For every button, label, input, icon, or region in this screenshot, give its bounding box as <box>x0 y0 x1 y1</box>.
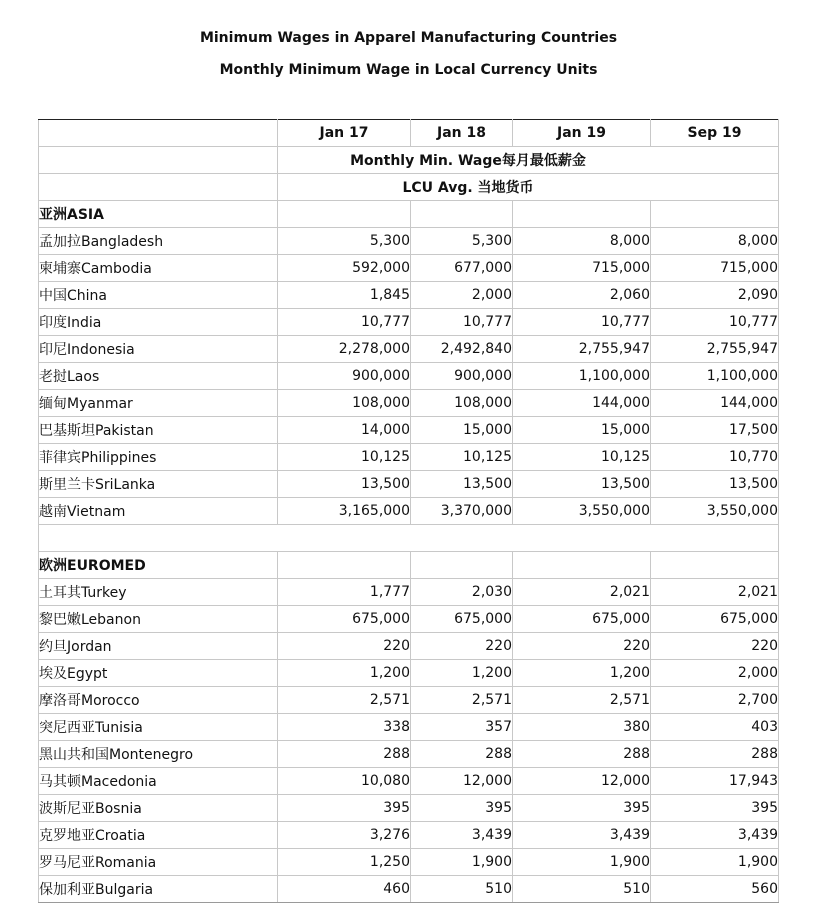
region-row <box>39 201 779 228</box>
wage-value-cell: 10,777 <box>278 309 411 336</box>
wage-value-cell: 8,000 <box>651 228 779 255</box>
table-row <box>39 255 779 282</box>
wage-value-cell: 2,030 <box>411 579 513 606</box>
wage-value-cell: 395 <box>278 795 411 822</box>
country-name: 保加利亚Bulgaria <box>39 876 278 903</box>
wage-value-cell: 1,900 <box>513 849 651 876</box>
spacer-cell <box>39 525 779 552</box>
wage-value-cell: 17,943 <box>651 768 779 795</box>
table-row <box>39 876 779 903</box>
country-name: 约旦Jordan <box>39 633 278 660</box>
wage-value-cell: 677,000 <box>411 255 513 282</box>
column-header-jan19: Jan 19 <box>513 120 651 147</box>
country-name: 波斯尼亚Bosnia <box>39 795 278 822</box>
wage-value-cell: 395 <box>651 795 779 822</box>
country-name: 埃及Egypt <box>39 660 278 687</box>
wage-value-cell: 5,300 <box>278 228 411 255</box>
wage-value-cell: 14,000 <box>278 417 411 444</box>
country-name: 黑山共和国Montenegro <box>39 741 278 768</box>
wage-value-cell: 2,700 <box>651 687 779 714</box>
wage-value-cell: 1,200 <box>411 660 513 687</box>
wage-value-cell: 510 <box>411 876 513 903</box>
wage-value-cell: 2,571 <box>278 687 411 714</box>
header-row-dates <box>39 120 779 147</box>
wage-value-cell: 144,000 <box>651 390 779 417</box>
country-name: 印尼Indonesia <box>39 336 278 363</box>
table-row <box>39 579 779 606</box>
table-row <box>39 444 779 471</box>
wage-value-cell: 675,000 <box>278 606 411 633</box>
table-row <box>39 309 779 336</box>
region-empty-cell <box>651 201 779 228</box>
wage-value-cell: 12,000 <box>513 768 651 795</box>
column-header-jan17: Jan 17 <box>278 120 411 147</box>
wage-value-cell: 13,500 <box>651 471 779 498</box>
header-corner-cell <box>39 120 278 147</box>
unit-header: LCU Avg. 当地货币 <box>278 174 779 201</box>
country-name: 巴基斯坦Pakistan <box>39 417 278 444</box>
wage-value-cell: 2,090 <box>651 282 779 309</box>
wage-value-cell: 2,000 <box>411 282 513 309</box>
wage-value-cell: 5,300 <box>411 228 513 255</box>
wage-value-cell: 3,165,000 <box>278 498 411 525</box>
wage-value-cell: 10,125 <box>278 444 411 471</box>
wage-value-cell: 12,000 <box>411 768 513 795</box>
wage-value-cell: 3,439 <box>411 822 513 849</box>
wage-value-cell: 288 <box>651 741 779 768</box>
wage-value-cell: 380 <box>513 714 651 741</box>
wage-value-cell: 1,100,000 <box>651 363 779 390</box>
country-name: 印度India <box>39 309 278 336</box>
wage-value-cell: 10,777 <box>513 309 651 336</box>
wage-value-cell: 13,500 <box>278 471 411 498</box>
wage-value-cell: 10,777 <box>651 309 779 336</box>
wage-value-cell: 10,770 <box>651 444 779 471</box>
wage-value-cell: 2,492,840 <box>411 336 513 363</box>
table-row <box>39 687 779 714</box>
wage-value-cell: 560 <box>651 876 779 903</box>
table-row <box>39 363 779 390</box>
wage-value-cell: 288 <box>411 741 513 768</box>
country-name: 摩洛哥Morocco <box>39 687 278 714</box>
region-label: 欧洲EUROMED <box>39 552 278 579</box>
wage-value-cell: 1,100,000 <box>513 363 651 390</box>
table-row <box>39 390 779 417</box>
wage-value-cell: 2,021 <box>651 579 779 606</box>
wage-value-cell: 2,571 <box>513 687 651 714</box>
wage-value-cell: 220 <box>513 633 651 660</box>
region-empty-cell <box>411 201 513 228</box>
wage-value-cell: 3,276 <box>278 822 411 849</box>
wage-value-cell: 2,755,947 <box>513 336 651 363</box>
country-name: 突尼西亚Tunisia <box>39 714 278 741</box>
table-row <box>39 282 779 309</box>
section-spacer-row <box>39 525 779 552</box>
table-row <box>39 822 779 849</box>
wage-value-cell: 3,439 <box>513 822 651 849</box>
wage-value-cell: 1,250 <box>278 849 411 876</box>
column-header-jan18: Jan 18 <box>411 120 513 147</box>
wage-value-cell: 17,500 <box>651 417 779 444</box>
wage-value-cell: 1,845 <box>278 282 411 309</box>
table-row <box>39 849 779 876</box>
country-name: 克罗地亚Croatia <box>39 822 278 849</box>
region-empty-cell <box>278 201 411 228</box>
page-title: Minimum Wages in Apparel Manufacturing Countries <box>199 30 618 46</box>
table-row <box>39 417 779 444</box>
header-row-unit <box>39 174 779 201</box>
wage-value-cell: 592,000 <box>278 255 411 282</box>
region-empty-cell <box>513 552 651 579</box>
measure-header: Monthly Min. Wage每月最低薪金 <box>278 147 779 174</box>
country-name: 土耳其Turkey <box>39 579 278 606</box>
page-subtitle: Monthly Minimum Wage in Local Currency Units <box>219 62 598 78</box>
wage-value-cell: 1,200 <box>513 660 651 687</box>
table-row <box>39 795 779 822</box>
table-row <box>39 660 779 687</box>
wage-value-cell: 715,000 <box>651 255 779 282</box>
wage-value-cell: 357 <box>411 714 513 741</box>
wage-value-cell: 675,000 <box>513 606 651 633</box>
header-blank-cell <box>39 147 278 174</box>
wage-value-cell: 13,500 <box>513 471 651 498</box>
wage-value-cell: 338 <box>278 714 411 741</box>
country-name: 中国China <box>39 282 278 309</box>
wage-value-cell: 2,000 <box>651 660 779 687</box>
wage-value-cell: 108,000 <box>278 390 411 417</box>
wage-value-cell: 10,125 <box>411 444 513 471</box>
wage-value-cell: 395 <box>513 795 651 822</box>
wage-value-cell: 1,777 <box>278 579 411 606</box>
country-name: 缅甸Myanmar <box>39 390 278 417</box>
table-row <box>39 471 779 498</box>
region-empty-cell <box>411 552 513 579</box>
region-empty-cell <box>278 552 411 579</box>
wage-value-cell: 3,550,000 <box>513 498 651 525</box>
column-header-sep19: Sep 19 <box>651 120 779 147</box>
wage-value-cell: 220 <box>651 633 779 660</box>
country-name: 菲律宾Philippines <box>39 444 278 471</box>
country-name: 孟加拉Bangladesh <box>39 228 278 255</box>
wage-value-cell: 15,000 <box>513 417 651 444</box>
wage-value-cell: 2,571 <box>411 687 513 714</box>
wage-value-cell: 15,000 <box>411 417 513 444</box>
minimum-wage-table <box>38 119 779 903</box>
wage-value-cell: 3,370,000 <box>411 498 513 525</box>
region-empty-cell <box>513 201 651 228</box>
wage-value-cell: 3,439 <box>651 822 779 849</box>
country-name: 越南Vietnam <box>39 498 278 525</box>
country-name: 罗马尼亚Romania <box>39 849 278 876</box>
wage-value-cell: 10,080 <box>278 768 411 795</box>
wage-value-cell: 675,000 <box>411 606 513 633</box>
country-name: 黎巴嫩Lebanon <box>39 606 278 633</box>
wage-value-cell: 460 <box>278 876 411 903</box>
header-blank-cell <box>39 174 278 201</box>
wage-value-cell: 13,500 <box>411 471 513 498</box>
wage-value-cell: 10,125 <box>513 444 651 471</box>
region-label: 亚洲ASIA <box>39 201 278 228</box>
wage-value-cell: 1,200 <box>278 660 411 687</box>
table-row <box>39 633 779 660</box>
wage-value-cell: 900,000 <box>278 363 411 390</box>
wage-value-cell: 1,900 <box>651 849 779 876</box>
wage-value-cell: 10,777 <box>411 309 513 336</box>
wage-value-cell: 2,060 <box>513 282 651 309</box>
table-row <box>39 498 779 525</box>
wage-value-cell: 2,755,947 <box>651 336 779 363</box>
wage-value-cell: 108,000 <box>411 390 513 417</box>
wage-value-cell: 220 <box>411 633 513 660</box>
wage-value-cell: 395 <box>411 795 513 822</box>
table-row <box>39 606 779 633</box>
table-row <box>39 768 779 795</box>
wage-value-cell: 900,000 <box>411 363 513 390</box>
wage-value-cell: 715,000 <box>513 255 651 282</box>
wage-value-cell: 288 <box>513 741 651 768</box>
wage-value-cell: 403 <box>651 714 779 741</box>
table-row <box>39 714 779 741</box>
table-row <box>39 741 779 768</box>
wage-value-cell: 675,000 <box>651 606 779 633</box>
wage-value-cell: 144,000 <box>513 390 651 417</box>
region-row <box>39 552 779 579</box>
table-row <box>39 228 779 255</box>
table-row <box>39 336 779 363</box>
country-name: 柬埔寨Cambodia <box>39 255 278 282</box>
header-row-measure <box>39 147 779 174</box>
wage-value-cell: 2,021 <box>513 579 651 606</box>
country-name: 老挝Laos <box>39 363 278 390</box>
wage-value-cell: 2,278,000 <box>278 336 411 363</box>
region-empty-cell <box>651 552 779 579</box>
wage-value-cell: 3,550,000 <box>651 498 779 525</box>
wage-value-cell: 8,000 <box>513 228 651 255</box>
wage-value-cell: 220 <box>278 633 411 660</box>
wage-value-cell: 1,900 <box>411 849 513 876</box>
country-name: 斯里兰卡SriLanka <box>39 471 278 498</box>
country-name: 马其顿Macedonia <box>39 768 278 795</box>
wage-value-cell: 288 <box>278 741 411 768</box>
wage-value-cell: 510 <box>513 876 651 903</box>
